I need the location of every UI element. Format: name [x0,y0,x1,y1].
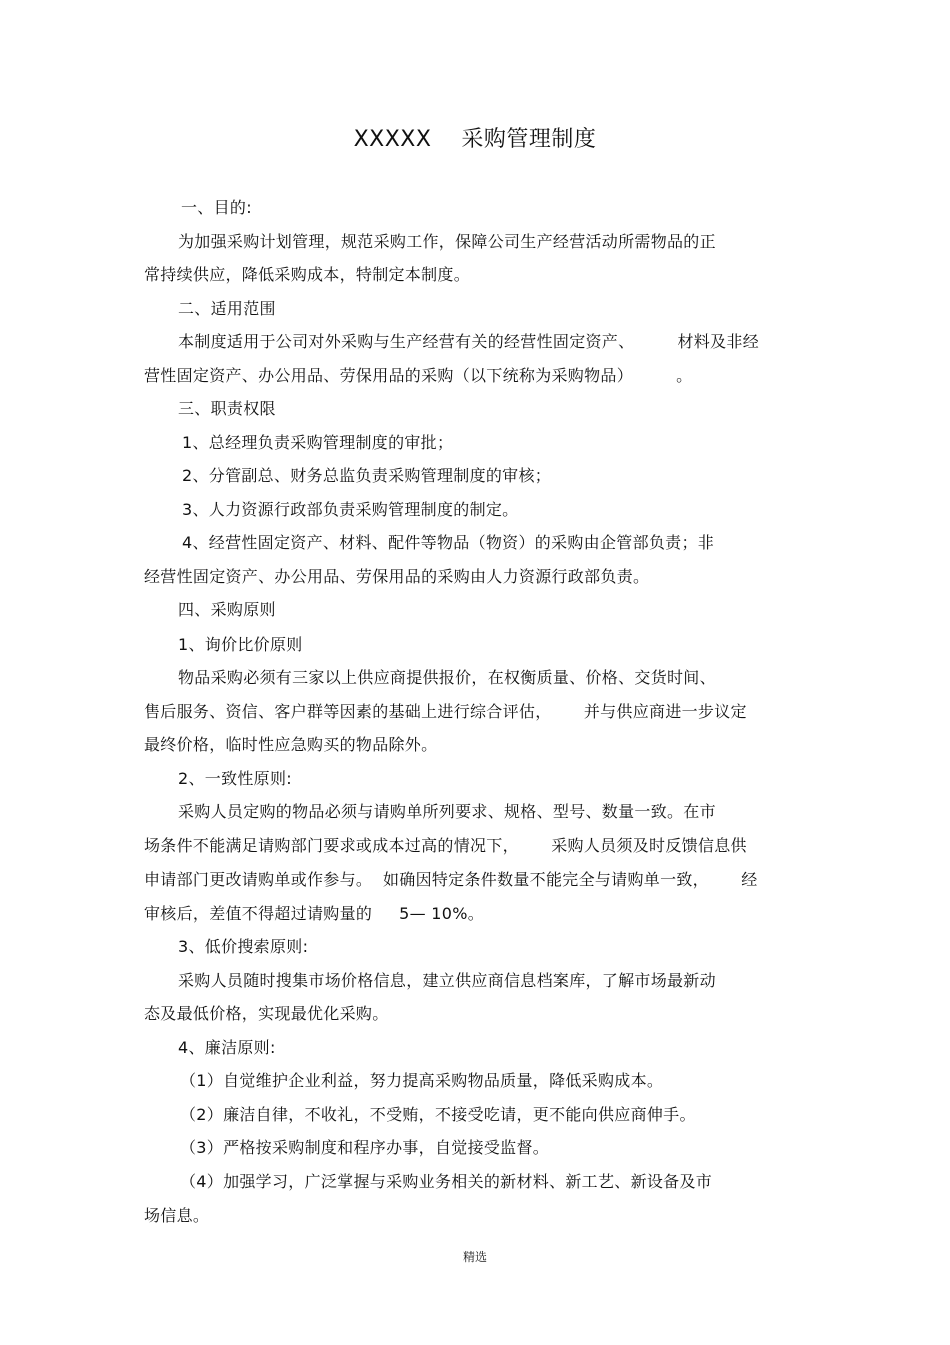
section-heading-scope: 二、适用范围 [178,299,276,318]
paragraph-line: 场条件不能满足请购部门要求或成本过高的情况下， 采购人员须及时反馈信息供 [144,836,747,855]
list-item: 3、人力资源行政部负责采购管理制度的制定。 [182,500,519,519]
page-footer: 精选 [462,1250,487,1264]
paragraph-line: 采购人员定购的物品必须与请购单所列要求、规格、型号、数量一致。在市 [178,802,716,821]
list-item: （4）加强学习，广泛掌握与采购业务相关的新材料、新工艺、新设备及市 [180,1172,713,1191]
section-heading-purpose: 一、目的: [181,198,252,217]
paragraph-line: 申请部门更改请购单或作参与。 如确因特定条件数量不能完全与请购单一致， 经 [144,870,758,889]
paragraph-line: 营性固定资产、办公用品、劳保用品的采购（以下统称为采购物品） 。 [144,366,693,385]
section-heading-principles: 四、采购原则 [178,600,276,619]
paragraph-line: 物品采购必须有三家以上供应商提供报价，在权衡质量、价格、交货时间、 [178,668,716,687]
list-item: 1、总经理负责采购管理制度的审批； [182,433,454,452]
subsection-heading: 1、询价比价原则 [178,635,303,654]
section-heading-responsibilities: 三、职责权限 [178,399,276,418]
paragraph-line: 最终价格，临时性应急购买的物品除外。 [144,735,438,754]
list-item: （2）廉洁自律，不收礼，不受贿，不接受吃请，更不能向供应商伸手。 [180,1105,696,1124]
paragraph-line: 经营性固定资产、办公用品、劳保用品的采购由人力资源行政部负责。 [144,567,650,586]
subsection-heading: 4、廉洁原则: [178,1038,276,1057]
paragraph-line: 为加强采购计划管理，规范采购工作，保障公司生产经营活动所需物品的正 [178,232,716,251]
subsection-heading: 2、一致性原则: [178,769,292,788]
paragraph-line: 态及最低价格，实现最优化采购。 [144,1004,389,1023]
list-item: 2、分管副总、财务总监负责采购管理制度的审核； [182,466,552,485]
paragraph-line: 售后服务、资信、客户群等因素的基础上进行综合评估， 并与供应商进一步议定 [144,702,747,721]
paragraph-line: 采购人员随时搜集市场价格信息，建立供应商信息档案库，了解市场最新动 [178,971,716,990]
list-item: 4、经营性固定资产、材料、配件等物品（物资）的采购由企管部负责；非 [182,533,715,552]
paragraph-line: 审核后，差值不得超过请购量的 5— 10%。 [144,904,485,923]
list-item: （1）自觉维护企业利益，努力提高采购物品质量，降低采购成本。 [180,1071,664,1090]
document-title: XXXXX 采购管理制度 [353,127,597,152]
list-item: （3）严格按采购制度和程序办事，自觉接受监督。 [180,1138,550,1157]
paragraph-line: 常持续供应，降低采购成本，特制定本制度。 [144,265,471,284]
subsection-heading: 3、低价搜索原则: [178,937,309,956]
paragraph-line: 本制度适用于公司对外采购与生产经营有关的经营性固定资产、 材料及非经 [178,332,759,351]
paragraph-line: 场信息。 [144,1206,210,1225]
